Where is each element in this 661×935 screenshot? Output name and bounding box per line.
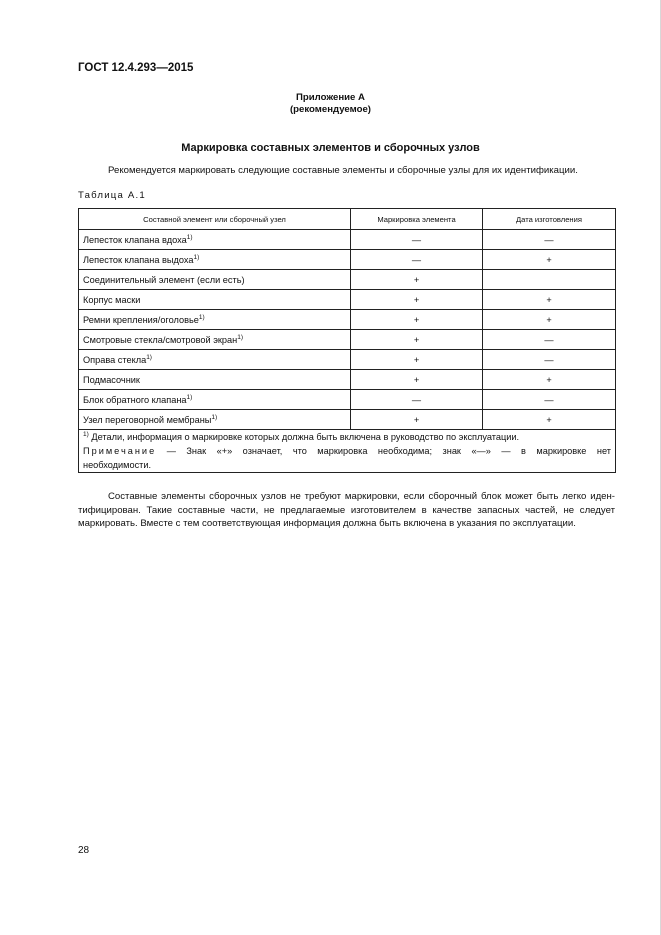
date-cell: +	[483, 370, 616, 390]
component-name: Лепесток клапана выдоха$^{1)}$	[79, 250, 351, 270]
table-row	[79, 390, 616, 410]
table-row	[79, 230, 616, 250]
marking-cell: +	[351, 370, 483, 390]
date-cell: —	[483, 350, 616, 370]
component-name: Подмасочник	[79, 370, 351, 390]
annex-title: Приложение А	[296, 92, 365, 103]
date-cell: —	[483, 230, 616, 250]
marking-cell: —	[351, 250, 483, 270]
section-title: Маркировка составных элементов и сборочных узлов	[181, 142, 480, 154]
date-cell	[483, 270, 616, 290]
table-row	[79, 350, 616, 370]
table-notes-row	[79, 430, 616, 473]
table-row	[79, 410, 616, 430]
marking-cell: +	[351, 350, 483, 370]
body-line: тифицирован. Такие составные части, не предлагаемые изготовителем в качестве запасных частей, не следует	[78, 504, 615, 516]
component-name: Узел переговорной мембраны$^{1)}$	[79, 410, 351, 430]
footnote-text: Детали, информация о маркировке которых должна быть включена в руководство по эксплуатации.	[91, 432, 520, 442]
body-paragraph	[78, 490, 615, 531]
component-name: Соединительный элемент (если есть)	[79, 270, 351, 290]
intro-paragraph: Рекомендуется маркировать следующие составные элементы и сборочные узлы для их идентификации.	[108, 165, 578, 176]
marking-table	[78, 208, 616, 473]
date-cell: +	[483, 250, 616, 270]
marking-cell: —	[351, 390, 483, 410]
marking-cell: +	[351, 310, 483, 330]
table-row	[79, 290, 616, 310]
note-line	[83, 444, 611, 458]
footnote	[83, 430, 611, 444]
date-cell: —	[483, 390, 616, 410]
table-header-row	[79, 209, 616, 230]
footnote-marker: 1)	[83, 430, 89, 438]
table-label: Таблица А.1	[78, 190, 146, 201]
marking-cell: —	[351, 230, 483, 250]
marking-cell: +	[351, 290, 483, 310]
annex-subtitle: (рекомендуемое)	[289, 104, 371, 115]
component-name: Оправа стекла$^{1)}$	[79, 350, 351, 370]
document-header: ГОСТ 12.4.293—2015	[78, 62, 194, 74]
component-name: Лепесток клапана вдоха$^{1)}$	[79, 230, 351, 250]
component-name: Блок обратного клапана$^{1)}$	[79, 390, 351, 410]
table-row	[79, 310, 616, 330]
header-component: Составной элемент или сборочный узел	[79, 209, 351, 230]
note-text: — Знак «+» означает, что маркировка необходима; знак «—» — в маркировке нет	[166, 446, 611, 456]
table-row	[79, 370, 616, 390]
date-cell: —	[483, 330, 616, 350]
table-row	[79, 250, 616, 270]
component-name: Ремни крепления/оголовье$^{1)}$	[79, 310, 351, 330]
component-name: Смотровые стекла/смотровой экран$^{1)}$	[79, 330, 351, 350]
date-cell: +	[483, 310, 616, 330]
marking-cell: +	[351, 270, 483, 290]
note-label: Примечание	[83, 446, 157, 456]
table-row	[79, 270, 616, 290]
page-number: 28	[78, 845, 90, 856]
table-notes	[79, 430, 616, 473]
date-cell: +	[483, 290, 616, 310]
marking-cell: +	[351, 330, 483, 350]
table-row	[79, 330, 616, 350]
body-line: маркировать. Вместе с тем соответствующая информация должна быть включена в указания по эксплуатации.	[78, 518, 576, 529]
body-line: Составные элементы сборочных узлов не требуют маркировки, если сборочный блок может быть легко иден-	[108, 491, 615, 502]
note-continuation: необходимости.	[83, 460, 152, 470]
header-marking: Маркировка элемента	[351, 209, 483, 230]
header-date: Дата изготовления	[483, 209, 616, 230]
date-cell: +	[483, 410, 616, 430]
marking-cell: +	[351, 410, 483, 430]
component-name: Корпус маски	[79, 290, 351, 310]
